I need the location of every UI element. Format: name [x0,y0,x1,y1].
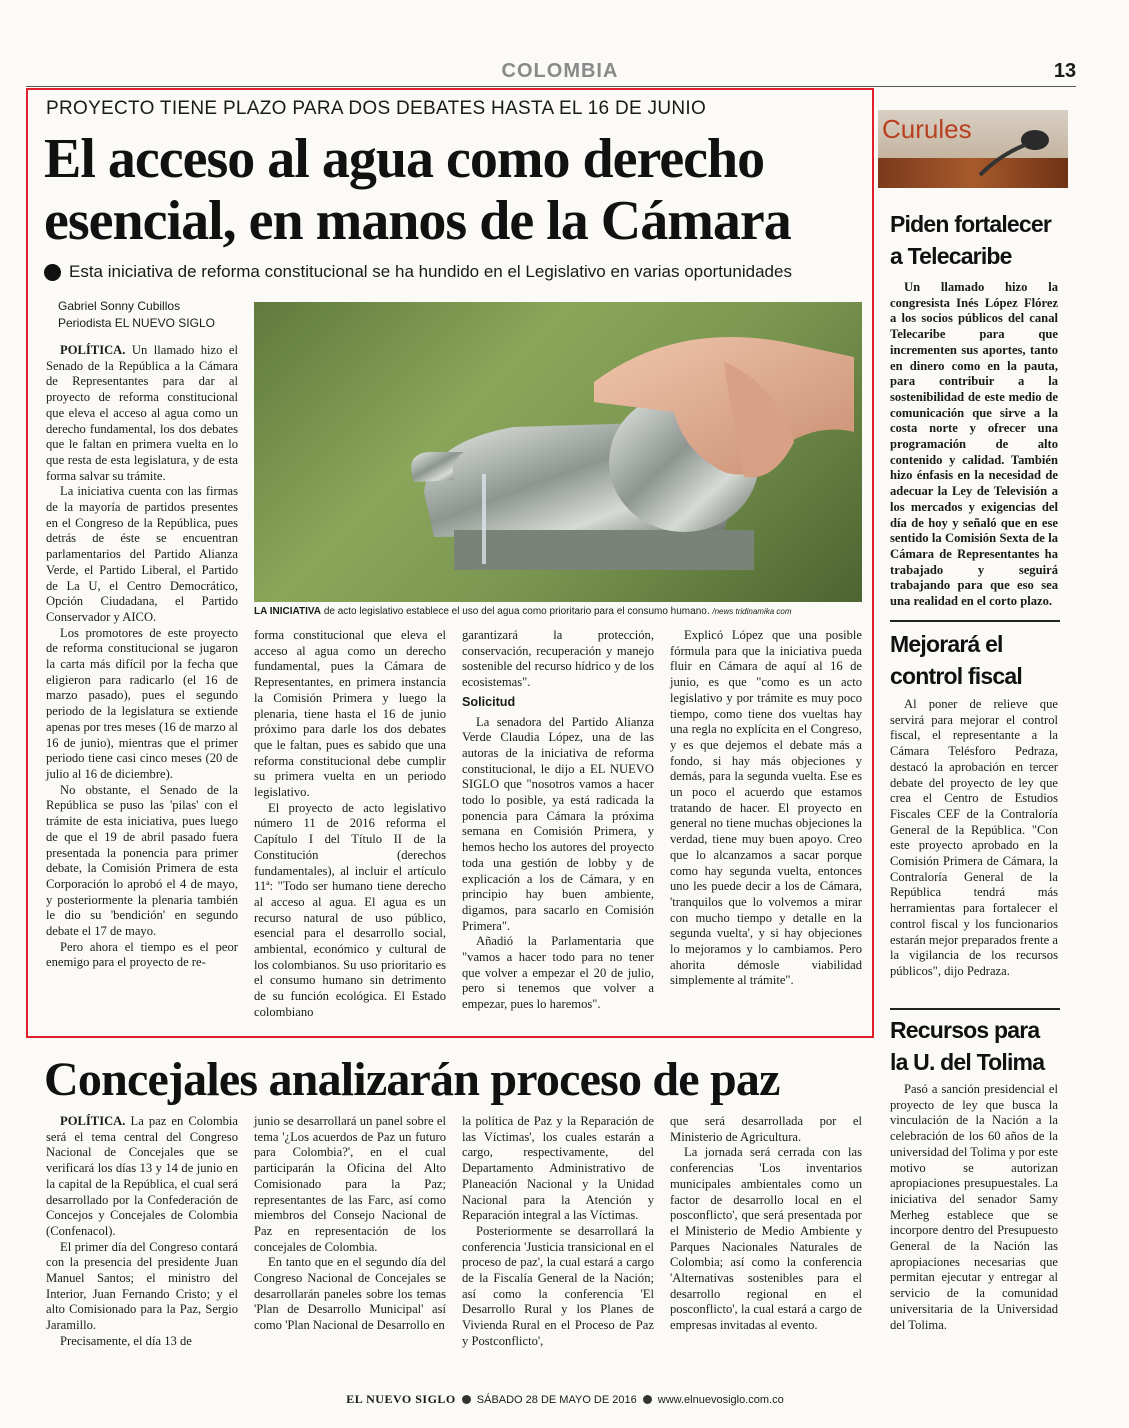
byline [58,298,258,332]
photo-caption [254,605,864,619]
header-rule [26,86,1076,87]
sidebar-headline-1-line-1: Piden fortalecer [890,211,1052,237]
paragraph-text: La paz en Colombia será el tema central del Congreso Nacional de Concejales que se verificará los días 13 y 14 de junio en la capital de la República, el cual será desarrollado por la Confederación de Concejos y Concejales de Colombia (Confenacol). [46,1114,238,1238]
paragraph: La iniciativa cuenta con las firmas de la mayoría de partidos presentes en el Congreso de la República, pues detrás de éste se encuentran parlamentarios del Partido Alianza Verde, el Partido Liberal, el Partido de La U, el Centro Democrático, Opción Ciudadana, el Partido Conservador y AICO. [46,484,238,624]
caption-lead: LA INICIATIVA [254,606,322,617]
paragraph: La senadora del Partido Alianza Verde Claudia López, una de las autoras de la iniciativa de reforma constitucional, le dijo a EL NUEVO SIGLO que "nosotros vamos a hacer todo lo posible, ya está radicada la ponencia para Cámara la próxima semana en Comisión Primera, y hemos hecho los autores del proyecto toda una gestión de lobby y de explicación a los de Cámara, y en principio hay buen ambiente, digamos, para sacarlo en Comisión Primera". [462,714,654,933]
byline-author: Gabriel Sonny Cubillos [58,299,181,313]
paragraph: que será desarrollada por el Ministerio de Agricultura. [670,1114,862,1144]
dot-icon [643,1395,652,1404]
article-subhead [44,262,864,282]
microphone-icon [960,120,1060,180]
section-label: COLOMBIA [501,60,619,82]
article-column-3 [462,628,654,1013]
sidebar-headline-3-line-1: Recursos para [890,1017,1040,1043]
sidebar-divider [890,1008,1060,1010]
second-article-column-1 [46,1114,238,1350]
bullet-icon [44,264,61,281]
article-column-4 [670,628,862,989]
sidebar-body-3 [890,1082,1058,1333]
sidebar-headline-1-line-2: a Telecaribe [890,243,1012,269]
paragraph: Al poner de relieve que servirá para mejorar el control fiscal, el representante a la Cámara Telésforo Pedraza, destacó la aprobación en tercer debate del proyecto de ley que crea el Centro de Estudios Fiscales CEF de la Contraloría General de la República. "Con este proyecto aprobado en la Comisión Primera de Cámara, la Contraloría General de la República tendrá más herramientas para fortalecer el control fiscal y los funcionarios estarán mejor preparados frente a la vigilancia de los recursos públicos", dijo Pedraza. [890,697,1058,978]
sidebar-headline-2 [890,628,1070,692]
lead-word: POLÍTICA. [60,343,126,357]
paragraph: El proyecto de acto legislativo número 11 de 2016 reforma el Capítulo I del Título II de la Constitución (derechos fundamentales), al incluir el artículo 11ª: "Todo ser humano tiene derecho al acceso al agua. El agua es un recurso natural de uso público, esencial para el desarrollo social, ambiental, económico y cultural de los colombianos. Su uso prioritario es el consumo humano sin detrimento de su función ecológica. El Estado colombiano [254,800,446,1019]
paragraph: No obstante, el Senado de la República se puso las 'pilas' con el trámite de esta iniciativa, pues luego de que el 19 de abril pasado fuera presentada la ponencia para primer debate, la Comisión Primera de esta Corporación lo aprobó el 4 de mayo, y posteriormente la plenaria también le dio su 'bendición' en segundo debate el 17 de mayo. [46,782,238,939]
paragraph: Explicó López que una posible fórmula para que la iniciativa pueda fluir en Cámara de aquí al 16 de junio, es que "como es un acto legislativo y por trámite es muy poco tiempo, como tiene dos vueltas hay una regla no explícita en el Congreso, y es que dejemos el debate más a fondo, si hay más objeciones y demás, para la segunda vuelta. Ese es un poco el acuerdo que estamos tratando de hacer. El proyecto en general no tiene muchas objeciones la verdad, tiene muy buen apoyo. Creo que lo alcanzamos a sacar porque como hay segunda vuelta, entonces uno les puede decir a los de Cámara, 'tranquilos que lo volvemos a mirar con mucho tiempo y detalle en la segunda vuelta', y si hay objeciones lo mejoramos y lo cambiamos. Pero ahorita démosle viabilidad simplemente al trámite". [670,628,862,988]
faucet-hand-image [254,302,862,602]
article-photo [254,302,862,602]
second-article-column-2 [254,1114,446,1334]
paragraph: La jornada será cerrada con las conferencias 'Los inventarios municipales ambientales como un factor de desarrollo local en el posconflicto', que será presentada por el Ministerio de Medio Ambiente y Parques Nacionales Naturales de Colombia; así como la conferencia 'Alternativas sostenibles para el desarrollo regional en el posconflicto', la cual estará a cargo de empresas invitadas al evento. [670,1145,862,1333]
paragraph: Precisamente, el día 13 de [60,1333,192,1348]
sidebar-divider [890,620,1060,622]
paragraph: garantizará la protección, conservación, recuperación y manejo sostenible del recurso hídrico y de los ecosistemas". [462,628,654,690]
second-article-column-3 [462,1114,654,1350]
sidebar-body-2 [890,697,1058,980]
article-column-1 [46,343,238,971]
page-footer [330,1392,800,1407]
paragraph-text: Un llamado hizo el Senado de la República a la Cámara de Representantes para dar al proyecto de reforma constitucional que eleva el acceso al agua como un derecho fundamental, los dos debates que le faltan en primera vuelta en lo que resta de esta legislatura, y de esta forma salvar su trámite. [46,343,238,483]
caption-text: de acto legislativo establece el uso del agua como prioritario para el consumo humano. [323,606,710,617]
sidebar-headline-2-line-2: control fiscal [890,663,1022,689]
sidebar-headline-1 [890,208,1070,272]
paragraph: En tanto que en el segundo día del Congreso Nacional de Concejales se desarrollarán paneles sobre los temas 'Plan de Desarrollo Municipal' así como 'Plan Nacional de Desarrollo en [254,1255,446,1333]
footer-website: www.elnuevosiglo.com.co [657,1393,784,1406]
headline-line-1: El acceso al agua como derecho [44,128,765,190]
paragraph: El primer día del Congreso contará con la presencia del presidente Juan Manuel Santos; el ministro del Interior, Juan Fernando Cristo; y el alto Comisionado para la Paz, Sergio Jaramillo. [46,1239,238,1333]
subhead-text: Esta iniciativa de reforma constitucional se ha hundido en el Legislativo en varias oportunidades [69,262,792,281]
sidebar-headline-2-line-1: Mejorará el [890,631,1003,657]
article-column-2 [254,628,446,1021]
footer-date: SÁBADO 28 DE MAYO DE 2016 [476,1393,637,1406]
paragraph: forma constitucional que eleva el acceso al agua como un derecho fundamental, pues la Cámara de Representantes, en primera instancia la Comisión Primera y luego la plenaria, tiene hasta el 16 de junio próximo para darle los dos debates que le faltan, pues es sabido que una reforma constitucional debe cumplir su primera vuelta en un periodo legislativo. [254,628,446,800]
paragraph: Un llamado hizo la congresista Inés López Flórez a los socios públicos del canal Telecaribe para que incrementen sus aportes, tanto en dinero como en la pauta, para contribuir a la sostenibilidad de este medio de comunicación que sirve a la costa norte y ofrecer una programación de alto contenido y calidad. También hizo énfasis en la necesidad de adecuar la Ley de Televisión a los mercados y exigencias del día de hoy y señaló que en ese sentido la Comisión Sexta de la Cámara de Representantes ha trabajado y seguirá trabajando para que eso sea una realidad en el corto plazo. [890,280,1058,609]
sidebar-headline-3 [890,1014,1070,1078]
paragraph: Los promotores de este proyecto de reforma constitucional se jugaron la carta más difícil por la fecha que eligieron para radicarlo (el 16 de marzo pasado), pues el segundo periodo de la legislatura se extiende apenas por tres meses (16 de marzo al 16 de junio), mientras que el primer periodo tiene casi cinco meses (20 de julio al 16 de diciembre). [46,625,238,781]
paragraph: Añadió la Parlamentaria que "vamos a hacer todo para no tener que volver a empezar el 20 de julio, pero si tenemos que volver a empezar, pues lo haremos". [462,934,654,1012]
paragraph [46,343,238,484]
paragraph: Posteriormente se desarrollará la conferencia 'Justicia transicional en el proceso de paz', la cual estará a cargo de la Fiscalía General de la Nación; así como la conferencia 'El Desarrollo Rural y los Planes de Vivienda Rural en el Proceso de Paz y Postconflicto', [462,1223,654,1348]
paragraph: Pasó a sanción presidencial el proyecto de ley que busca la vinculación de la Nación a la celebración de los 60 años de la universidad del Tolima y por este motivo se autorizan apropiaciones presupuestales. La iniciativa del senador Samy Merheg establece que se incorpore dentro del Presupuesto General de la Nación las apropiaciones necesarias que permitan ejecutar y entregar al servicio de la comunidad universitaria de la Universidad del Tolima. [890,1082,1058,1332]
second-article-headline: Concejales analizarán proceso de paz [44,1053,780,1106]
paragraph: junio se desarrollará un panel sobre el tema '¿Los acuerdos de Paz un futuro para Colombia?', en el cual participarán la Oficina del Alto Comisionado para la Paz; representantes de las Farc, así como miembros del Consejo Nacional de Paz en representación de los concejales de Colombia. [254,1114,446,1254]
article-headline [44,128,864,252]
paragraph: Pero ahora el tiempo es el peor enemigo para el proyecto de re- [46,939,238,970]
byline-role: Periodista EL NUEVO SIGLO [58,316,215,330]
lead-word: POLÍTICA. [60,1114,126,1128]
page-number: 13 [1053,60,1077,82]
subheading-solicitud: Solicitud [462,694,516,709]
caption-credit: /news tridinamika com [712,607,792,616]
dot-icon [462,1395,471,1404]
paragraph [46,1114,238,1240]
second-article-column-4 [670,1114,862,1334]
paragraph: la política de Paz y la Reparación de las Víctimas', los cuales estarán a cargo, respectivamente, del Departamento Administrativo de Planeación Nacional y la Unidad Nacional para la Atención y Reparación integral a las Víctimas. [462,1114,654,1223]
headline-line-2: esencial, en manos de la Cámara [44,190,791,252]
article-kicker: PROYECTO TIENE PLAZO PARA DOS DEBATES HASTA EL 16 DE JUNIO [46,98,707,119]
sidebar-headline-3-line-2: la U. del Tolima [890,1049,1045,1075]
footer-masthead: EL NUEVO SIGLO [346,1392,456,1406]
sidebar-body-1 [890,280,1058,610]
sidebar-banner-title: Curules [882,114,972,144]
